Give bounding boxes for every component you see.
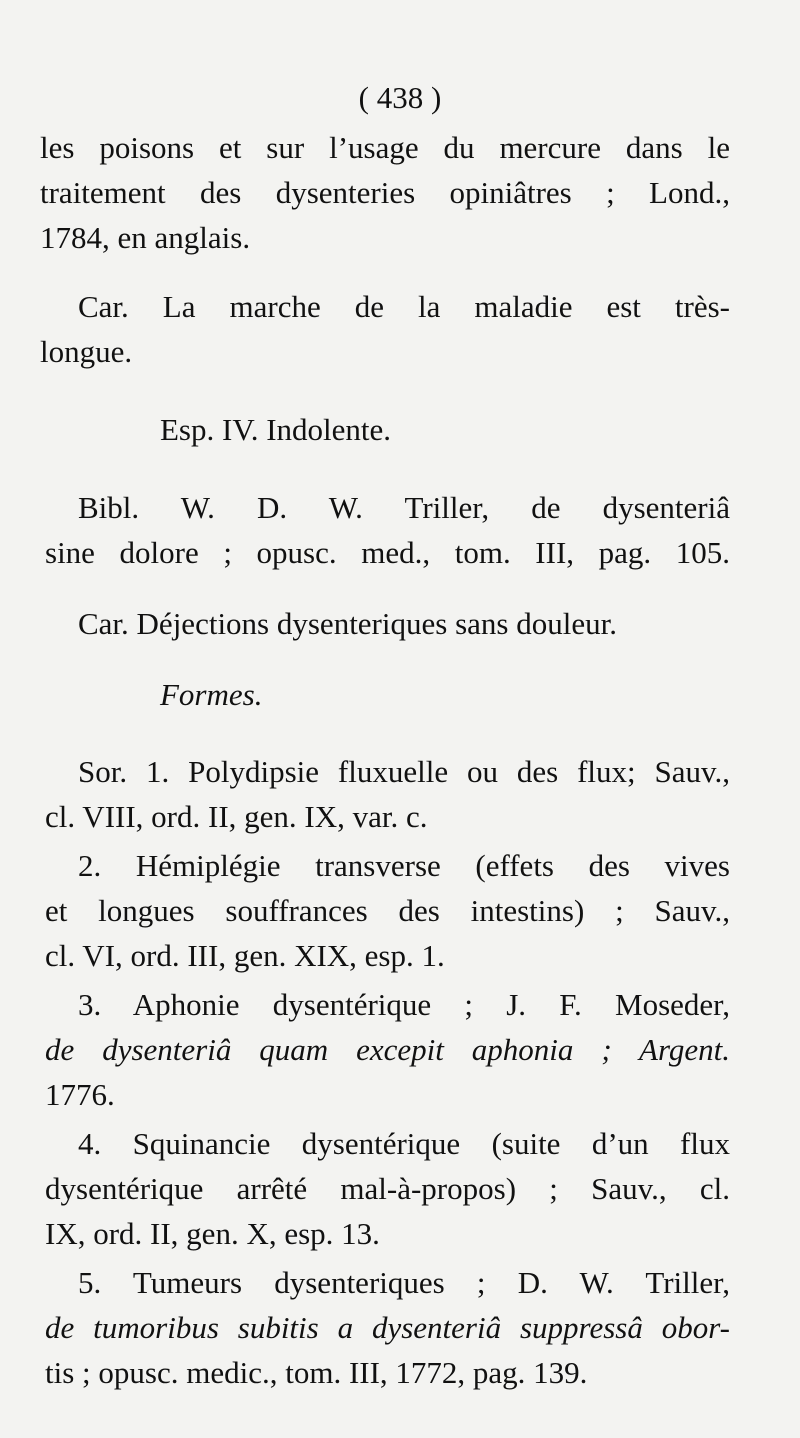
text-line: Car. La marche de la maladie est très- — [78, 289, 730, 324]
text-line: 3. Aphonie dysentérique ; J. F. Moseder, — [78, 987, 730, 1022]
forms-heading: Formes. — [160, 677, 263, 712]
text-line: de tumoribus subitis a dysenteriâ suppressâ obor- — [45, 1310, 730, 1345]
text-line: traitement des dysenteries opiniâtres ; Lond., — [40, 175, 730, 210]
text-line: cl. VIII, ord. II, gen. IX, var. c. — [45, 799, 428, 834]
text-line: de dysenteriâ quam excepit aphonia ; Argent. — [45, 1032, 730, 1067]
text-line: longue. — [40, 334, 133, 369]
text-line: et longues souffrances des intestins) ; Sauv., — [45, 893, 730, 928]
text-line: Bibl. W. D. W. Triller, de dysenteriâ — [78, 490, 730, 525]
text-line: dysentérique arrêté mal-à-propos) ; Sauv., cl. — [45, 1171, 730, 1206]
text-line: tis ; opusc. medic., tom. III, 1772, pag. 139. — [45, 1355, 588, 1390]
text-line: IX, ord. II, gen. X, esp. 13. — [45, 1216, 380, 1251]
text-line: les poisons et sur l’usage du mercure dans le — [40, 130, 730, 165]
text-line: cl. VI, ord. III, gen. XIX, esp. 1. — [45, 938, 445, 973]
text-line: Car. Déjections dysenteriques sans douleur. — [78, 606, 617, 641]
text-line: 5. Tumeurs dysenteriques ; D. W. Triller, — [78, 1265, 730, 1300]
page-number: ( 438 ) — [358, 80, 442, 115]
text-line: 1776. — [45, 1077, 115, 1112]
text-line: Sor. 1. Polydipsie fluxuelle ou des flux; Sauv., — [78, 754, 730, 789]
species-heading: Esp. IV. Indolente. — [160, 412, 392, 447]
text-line: sine dolore ; opusc. med., tom. III, pag. 105. — [45, 535, 730, 570]
text-line: 2. Hémiplégie transverse (effets des vives — [78, 848, 730, 883]
text-line: 4. Squinancie dysentérique (suite d’un flux — [78, 1126, 730, 1161]
text-line: 1784, en anglais. — [40, 220, 251, 255]
